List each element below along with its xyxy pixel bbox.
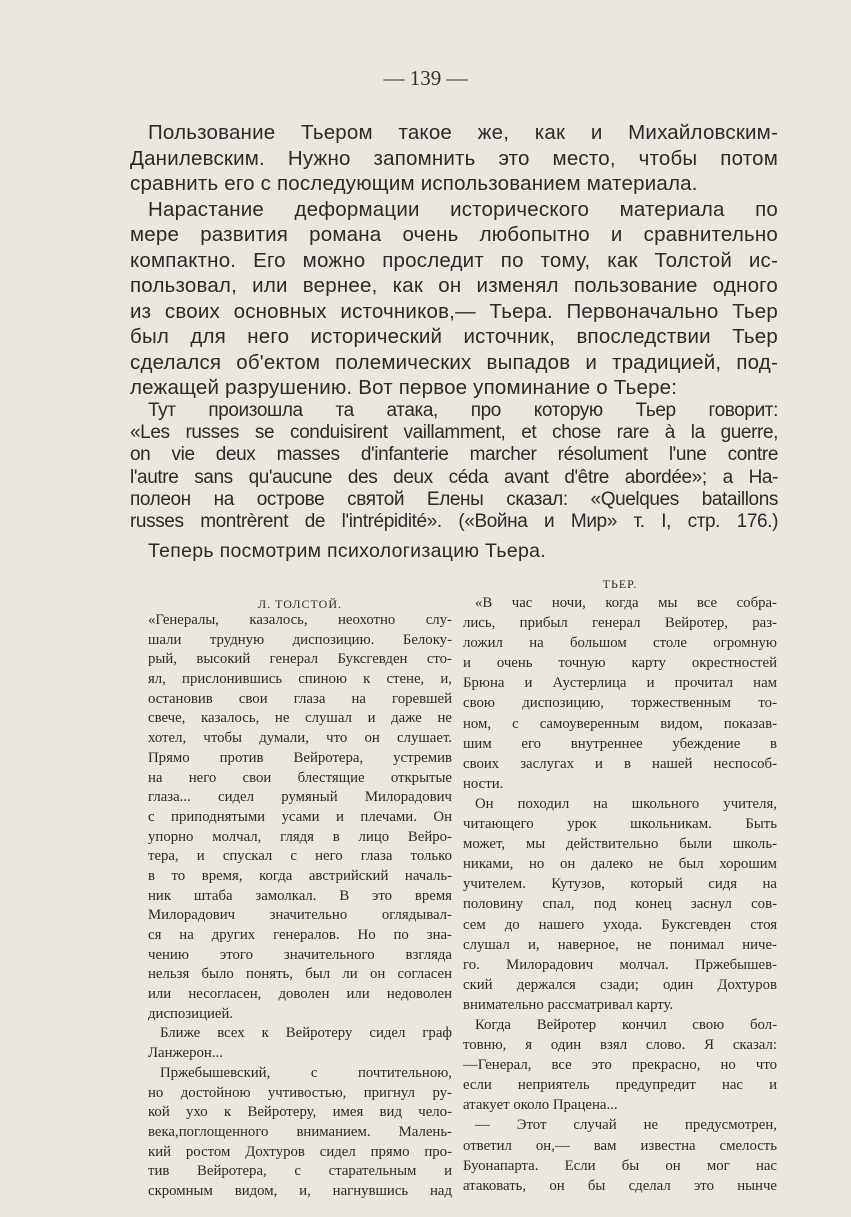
text-line: чению этого значительного взгляда bbox=[148, 946, 452, 963]
text-line: или несогласен, доволен или недоволен bbox=[148, 986, 452, 1003]
left-column-heading: Л. ТОЛСТОЙ. bbox=[257, 597, 343, 611]
text-line: ном, с самоуверенным видом, показав- bbox=[463, 715, 777, 732]
text-line: ял, прислонившись спиною к стене, и, bbox=[148, 671, 452, 688]
text-line: если неприятель предупредит нас и bbox=[463, 1077, 777, 1094]
text-line: на него свои блестящие открытые bbox=[148, 769, 452, 786]
text-line: Тут произошла та атака, про которую Тьер говорит: bbox=[148, 400, 778, 421]
text-line: l'autre sans qu'aucune des deux céda avant d'être abordée»; a На- bbox=[130, 466, 778, 488]
text-line: Брюна и Аустерлица и прочитал нам bbox=[463, 675, 777, 692]
text-line: нельзя было понять, был ли он согласен bbox=[148, 966, 452, 983]
thiers-quote-paragraph bbox=[130, 400, 778, 533]
text-line: лись, прибыл генерал Вейротер, раз- bbox=[463, 615, 777, 632]
text-line: компактно. Его можно проследит по тому, как Толстой ис- bbox=[130, 248, 778, 272]
text-line: и очень точную карту окрестностей bbox=[463, 655, 777, 672]
text-line: ся на других генералов. Но по зна- bbox=[148, 927, 452, 943]
text-line: слушал и, наверное, не понимал ниче- bbox=[463, 936, 777, 953]
text-line: упорно молчал, глядя в лицо Вейро- bbox=[148, 828, 452, 845]
text-line: с приподнятыми усами и плечами. Он bbox=[148, 808, 452, 825]
text-line: товню, я один взял слово. Я сказал: bbox=[463, 1037, 777, 1054]
text-line: в то время, когда австрийский началь- bbox=[148, 867, 452, 884]
text-line: шим его внутреннее убеждение в bbox=[463, 735, 777, 752]
text-line: лежащей разрушению. Вот первое упоминание о Тьере: bbox=[130, 376, 678, 399]
text-line: рый, высокий генерал Буксгевден сто- bbox=[148, 651, 452, 668]
text-line: шали трудную диспозицию. Белоку- bbox=[148, 631, 452, 648]
text-line: своих заслугах и в нашей неспособ- bbox=[463, 755, 777, 772]
text-line: хотел, чтобы думали, что он слушает. bbox=[148, 730, 452, 747]
text-line: «Les russes se conduisirent vaillamment, et chose rare à la guerre, bbox=[130, 422, 778, 444]
text-line: сравнить его с последующим использованием материала. bbox=[130, 172, 698, 195]
text-line: ности. bbox=[463, 775, 504, 792]
text-line: полеон на острове святой Елены сказал: «Quelques bataillons bbox=[130, 488, 778, 510]
text-line: сем до нашего ухода. Буксгевден стоя bbox=[463, 916, 777, 933]
text-line: russes montrèrent de l'intrépidité». («Война и Мир» т. I, стр. 176.) bbox=[130, 510, 778, 532]
text-line: свою диспозицию, торжественным то- bbox=[463, 695, 777, 712]
text-line: кий ростом Дохтуров сидел прямо про- bbox=[148, 1143, 452, 1160]
text-line: половину спал, под конец заснул сов- bbox=[463, 896, 777, 913]
text-line: учителем. Кутузов, который сидя на bbox=[463, 876, 777, 893]
left-column-tolstoy bbox=[148, 611, 452, 1202]
text-line: — Этот случай не предусмотрен, bbox=[475, 1117, 777, 1134]
text-line: Данилевским. Нужно запомнить это место, чтобы потом bbox=[130, 146, 778, 170]
text-line: века,поглощенного вниманием. Малень- bbox=[148, 1123, 452, 1140]
text-line: «Генералы, казалось, неохотно слу- bbox=[148, 612, 452, 628]
text-line: тив Вейротера, с старательным и bbox=[148, 1163, 452, 1180]
text-line: ответил он,— вам известна смелость bbox=[463, 1137, 777, 1154]
text-line: но достойною учтивостью, пригнул ру- bbox=[148, 1084, 452, 1101]
text-line: диспозицией. bbox=[148, 1005, 234, 1022]
text-line: из своих основных источников,— Тьера. Первоначально Тьер bbox=[130, 299, 778, 323]
text-line: никами, но он далеко не был хорошим bbox=[463, 856, 777, 873]
page-number: — 139 — bbox=[383, 66, 468, 90]
text-line: Когда Вейротер кончил свою бол- bbox=[475, 1016, 777, 1033]
text-line: пользовал, или вернее, как он изменял пользование одного bbox=[130, 274, 778, 297]
text-line: читающего урок школьникам. Быть bbox=[463, 816, 777, 833]
text-line: глаза... сидел румяный Милорадович bbox=[148, 789, 452, 806]
text-line: «В час ночи, когда мы все собра- bbox=[475, 595, 777, 611]
text-line: ник штаба замолкал. В это время bbox=[148, 887, 452, 904]
main-text bbox=[130, 120, 778, 401]
text-line: был для него исторический источник, впоследствии Тьер bbox=[130, 325, 778, 348]
text-line: ский держался сзади; один Дохтуров bbox=[463, 976, 777, 993]
text-line: атаковать, он бы сделал это нынче bbox=[463, 1177, 777, 1194]
text-line: —Генерал, все это прекрасно, но что bbox=[463, 1057, 777, 1074]
text-line: Пржебышевский, с почтительною, bbox=[160, 1064, 452, 1081]
text-line: Ланжерон... bbox=[148, 1045, 223, 1062]
text-line: Прямо против Вейротера, устремив bbox=[148, 749, 452, 766]
text-line: внимательно рассматривал карту. bbox=[463, 996, 674, 1013]
right-column-thiers bbox=[463, 593, 777, 1196]
text-line: свече, казалось, не слушал и даже не bbox=[148, 710, 452, 727]
text-line: Ближе всех к Вейротеру сидел граф bbox=[160, 1025, 452, 1042]
right-column-heading: ТЬЕР. bbox=[602, 577, 638, 591]
text-line: Он походил на школьного учителя, bbox=[475, 795, 777, 812]
text-line: Пользование Тьером такое же, как и Михайловским- bbox=[148, 121, 778, 144]
text-line: может, мы действительно были школь- bbox=[463, 836, 777, 853]
text-line: го. Милорадович молчал. Пржебышев- bbox=[463, 956, 777, 973]
text-line: остановив свои глаза на горевшей bbox=[148, 690, 452, 707]
text-line: Милорадович значительно оглядывал- bbox=[148, 907, 452, 924]
text-line: on vie deux masses d'infanterie marcher résolument l'une contre bbox=[130, 444, 778, 466]
text-line: атакует около Праценa... bbox=[463, 1097, 618, 1114]
text-line: Нарастание деформации исторического материала по bbox=[148, 197, 778, 221]
text-line: кой ухо к Вейротеру, имея вид чело- bbox=[148, 1104, 452, 1121]
text-line: сделался об'ектом полемических выпадов и традицией, под- bbox=[130, 350, 778, 374]
text-line: ложил на большом столе огромную bbox=[463, 635, 777, 652]
comparison-heading: Теперь посмотрим психологизацию Тьера. bbox=[148, 540, 547, 562]
text-line: Буонапарта. Если бы он мог нас bbox=[463, 1157, 777, 1174]
text-line: тера, и спускал с него глаза только bbox=[148, 848, 452, 865]
text-line: мере развития романа очень любопытно и сравнительно bbox=[130, 223, 778, 246]
text-line: скромным видом, и, нагнувшись над bbox=[148, 1182, 452, 1199]
